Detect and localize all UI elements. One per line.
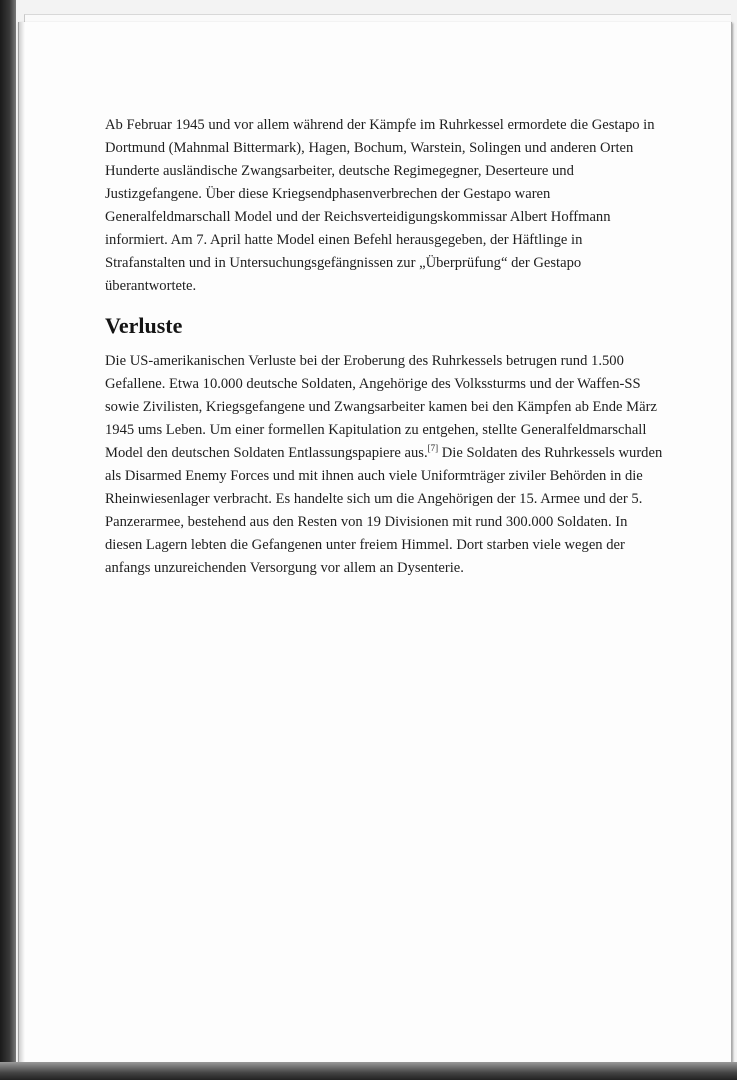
page-edge-shadow: [19, 22, 25, 1062]
paragraph-verluste-part2: Die Soldaten des Ruhrkessels wurden als Disarmed Enemy Forces und mit ihnen auch viele Uniformträger ziviler Behörden in die Rheinwiesenlager verbracht. Es handelte sich um die Angehörigen der 15. Armee und der 5. Panzerarmee, bestehend aus den Resten von 19 Divisionen mit rund 300.000 Soldaten. In diesen Lagern lebten die Gefangenen unter freiem Himmel. Dort starben viele wegen der anfangs unzureichenden Versorgung vor allem an Dysenterie.: [105, 445, 663, 576]
document-page: [18, 22, 732, 1063]
section-heading-verluste: Verluste: [105, 313, 183, 338]
document-body: [105, 114, 665, 580]
paragraph-verluste-part1: Die US-amerikanischen Verluste bei der Eroberung des Ruhrkessels betrugen rund 1.500 Gefallene. Etwa 10.000 deutsche Soldaten, Angehörige des Volkssturms und der Waffen-SS sowie Zivilisten, Kriegsgefangene und Zwangsarbeiter kamen bei den Kämpfen ab Ende März 1945 ums Leben. Um einer formellen Kapitulation zu entgehen, stellte Generalfeldmarschall Model den deutschen Soldaten Entlassungspapiere aus.: [105, 353, 657, 461]
scan-left-edge: [0, 0, 16, 1080]
paragraph-gestapo: Ab Februar 1945 und vor allem während der Kämpfe im Ruhrkessel ermordete die Gestapo in Dortmund (Mahnmal Bittermark), Hagen, Bochum, Warstein, Solingen und anderen Orten Hunderte ausländische Zwangsarbeiter, deutsche Regimegegner, Deserteure und Justizgefangene. Über diese Kriegsendphasenverbrechen der Gestapo waren Generalfeldmarschall Model und der Reichsverteidigungskommissar Albert Hoffmann informiert. Am 7. April hatte Model einen Befehl herausgegeben, der Häftlinge in Strafanstalten und in Untersuchungsgefängnissen zur „Überprüfung“ der Gestapo überantwortete.: [105, 117, 655, 294]
paragraph-verluste: [105, 350, 665, 580]
scan-bottom-edge: [0, 1062, 737, 1080]
footnote-marker[interactable]: [7]: [427, 443, 439, 454]
